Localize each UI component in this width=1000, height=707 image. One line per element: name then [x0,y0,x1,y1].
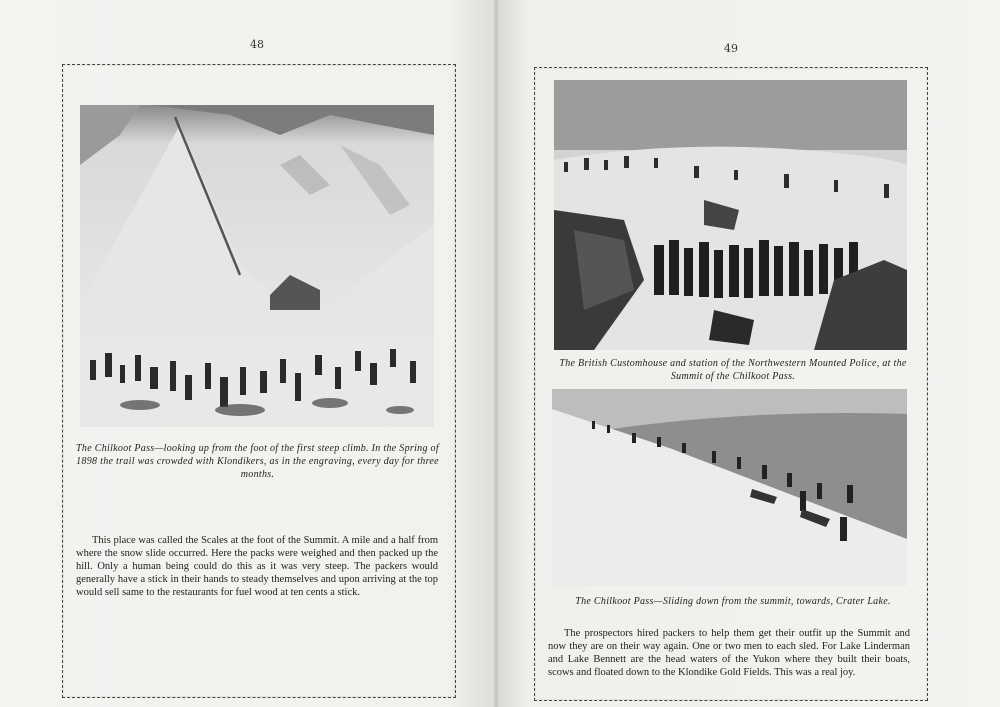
caption-customhouse: The British Customhouse and station of the Northwestern Mounted Police, at the Summit of the Chilkoot Pass. [559,358,907,382]
page-number-right: 49 [724,42,738,55]
photo-customhouse [554,80,907,350]
body-text-left [76,534,438,599]
photo-sliding-down [552,389,907,586]
caption-chilkoot-climb: The Chilkoot Pass—looking up from the foot of the first steep climb. In the Spring of 1898 the trail was crowded with Klondikers, as in the engraving, every day for three months. [76,443,439,480]
paragraph-packers: The prospectors hired packers to help them get their outfit up the Summit and now they are on their way again. One or two men to each sled. For Lake Linderman and Lake Bennett are the head waters of the Yukon where they built their boats, scows and floated down to the Klondike Gold Fields. This was a real joy. [548,628,910,678]
page-number-left: 48 [250,38,264,51]
body-text-right [548,627,910,679]
photo-chilkoot-climb [80,105,434,427]
book-gutter [494,0,498,707]
caption-sliding-down: The Chilkoot Pass—Sliding down from the summit, towards, Crater Lake. [575,596,891,607]
paragraph-scales: This place was called the Scales at the foot of the Summit. A mile and a half from where the snow slide occurred. Here the packs were weighed and then packed up the hill. Only a human being could do this as it was very steep. The packers would generally have a stick in their hands to steady themselves and upon arriving at the top would sell same to the restaurants for fuel wood at ten cents a stick. [76,535,438,598]
